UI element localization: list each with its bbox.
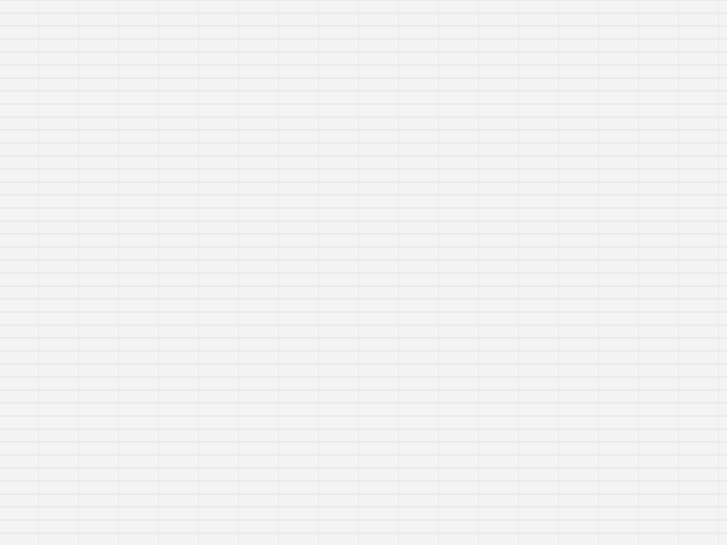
- top-nav-row-1: [0, 92, 727, 107]
